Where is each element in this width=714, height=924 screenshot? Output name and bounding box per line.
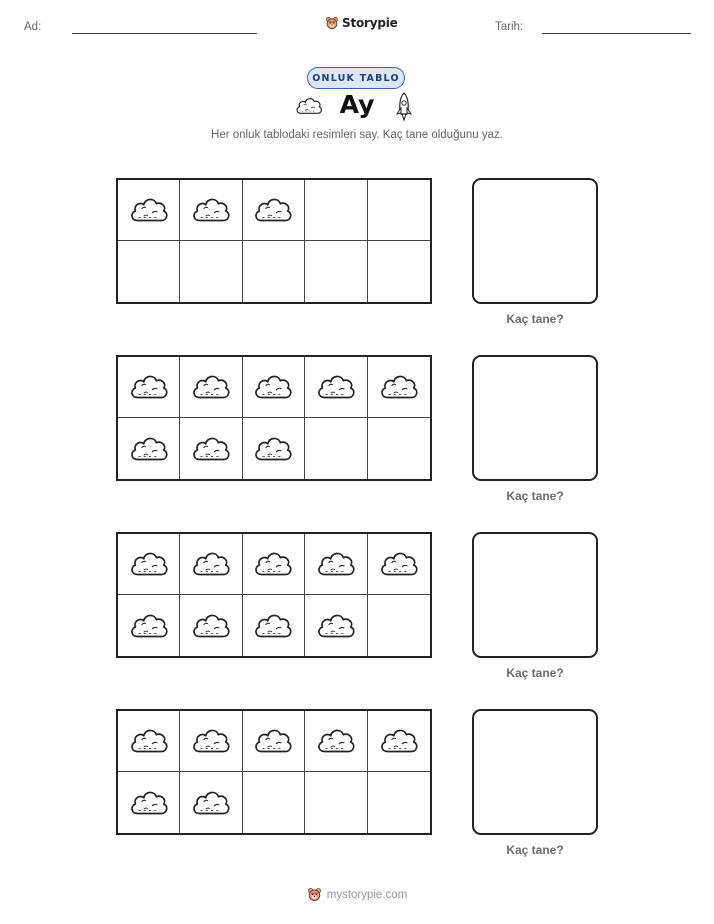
ten-frame-cell: [243, 534, 305, 595]
cloud-icon: [190, 787, 232, 819]
ten-frame: [116, 532, 432, 658]
ten-frame-cell: [368, 241, 430, 302]
ten-frame: [116, 355, 432, 481]
ten-frame-cell: [180, 180, 242, 241]
ten-frame-cell: [243, 711, 305, 772]
ten-frame-cell: [368, 534, 430, 595]
cloud-icon: [252, 725, 294, 757]
ten-frame-cell: [368, 418, 430, 479]
ten-frame-cell: [118, 595, 180, 656]
page-title: Ay: [339, 90, 375, 119]
cloud-icon: [190, 433, 232, 465]
cloud-icon: [128, 725, 170, 757]
ten-frame-cell: [180, 534, 242, 595]
cloud-icon: [190, 548, 232, 580]
ten-frame-cell: [180, 772, 242, 833]
answer-prompt: Kaç tane?: [506, 843, 564, 857]
brand-name: Storypie: [342, 16, 398, 30]
cloud-icon: [128, 548, 170, 580]
cloud-icon: [252, 610, 294, 642]
name-label: Ad:: [24, 21, 42, 33]
ten-frame-cell: [305, 180, 367, 241]
ten-frame: [116, 178, 432, 304]
ten-frame-cell: [180, 418, 242, 479]
ten-frame-cell: [180, 711, 242, 772]
cloud-icon: [128, 787, 170, 819]
ten-frame-cell: [118, 241, 180, 302]
answer-box[interactable]: [472, 355, 598, 481]
footer: [0, 886, 714, 903]
brand-logo: [325, 13, 398, 33]
answer-box[interactable]: [472, 178, 598, 304]
cloud-icon: [252, 371, 294, 403]
ten-frame-cell: [368, 772, 430, 833]
ten-frame-cell: [243, 595, 305, 656]
ten-frame-cell: [243, 180, 305, 241]
ten-frame-cell: [368, 357, 430, 418]
ten-frame-cell: [118, 180, 180, 241]
ten-frame-cell: [118, 418, 180, 479]
answer-box[interactable]: [472, 709, 598, 835]
ten-frame-cell: [305, 772, 367, 833]
cloud-icon: [190, 194, 232, 226]
ten-frame-cell: [180, 241, 242, 302]
cloud-icon: [315, 548, 357, 580]
date-field[interactable]: [542, 33, 691, 34]
cloud-icon: [315, 610, 357, 642]
cloud-icon: [378, 725, 420, 757]
ten-frame-cell: [118, 534, 180, 595]
ten-frame-cell: [243, 772, 305, 833]
bear-icon: [325, 15, 339, 31]
answer-prompt: Kaç tane?: [506, 489, 564, 503]
ten-frame-cell: [118, 772, 180, 833]
cloud-icon: [128, 433, 170, 465]
date-label: Tarih:: [495, 21, 524, 33]
ten-frame-cell: [243, 241, 305, 302]
ten-frame-cell: [305, 418, 367, 479]
cloud-icon: [190, 610, 232, 642]
ten-frame-cell: [368, 595, 430, 656]
cloud-icon: [252, 433, 294, 465]
cloud-icon: [128, 194, 170, 226]
cloud-icon: [252, 548, 294, 580]
ten-frame-cell: [180, 595, 242, 656]
cloud-icon: [378, 548, 420, 580]
rocket-icon: [394, 91, 414, 123]
bear-icon: [307, 886, 322, 903]
cloud-icon: [190, 725, 232, 757]
ten-frame-cell: [118, 711, 180, 772]
ten-frame-cell: [243, 418, 305, 479]
ten-frame: [116, 709, 432, 835]
cloud-icon: [315, 725, 357, 757]
ten-frame-cell: [305, 241, 367, 302]
answer-prompt: Kaç tane?: [506, 312, 564, 326]
ten-frame-cell: [180, 357, 242, 418]
ten-frame-cell: [305, 357, 367, 418]
worksheet-badge: ONLUK TABLO: [307, 67, 405, 89]
instructions: Her onluk tablodaki resimleri say. Kaç tane olduğunu yaz.: [211, 129, 503, 141]
answer-prompt: Kaç tane?: [506, 666, 564, 680]
ten-frame-cell: [243, 357, 305, 418]
ten-frame-cell: [118, 357, 180, 418]
answer-box[interactable]: [472, 532, 598, 658]
cloud-icon: [252, 194, 294, 226]
cloud-icon: [128, 610, 170, 642]
ten-frame-cell: [368, 180, 430, 241]
ten-frame-cell: [368, 711, 430, 772]
ten-frame-cell: [305, 711, 367, 772]
ten-frame-cell: [305, 534, 367, 595]
cloud-icon: [128, 371, 170, 403]
cloud-icon: [378, 371, 420, 403]
cloud-icon: [315, 371, 357, 403]
footer-site[interactable]: mystorypie.com: [326, 888, 408, 901]
name-field[interactable]: [72, 33, 257, 34]
cloud-icon: [190, 371, 232, 403]
ten-frame-cell: [305, 595, 367, 656]
